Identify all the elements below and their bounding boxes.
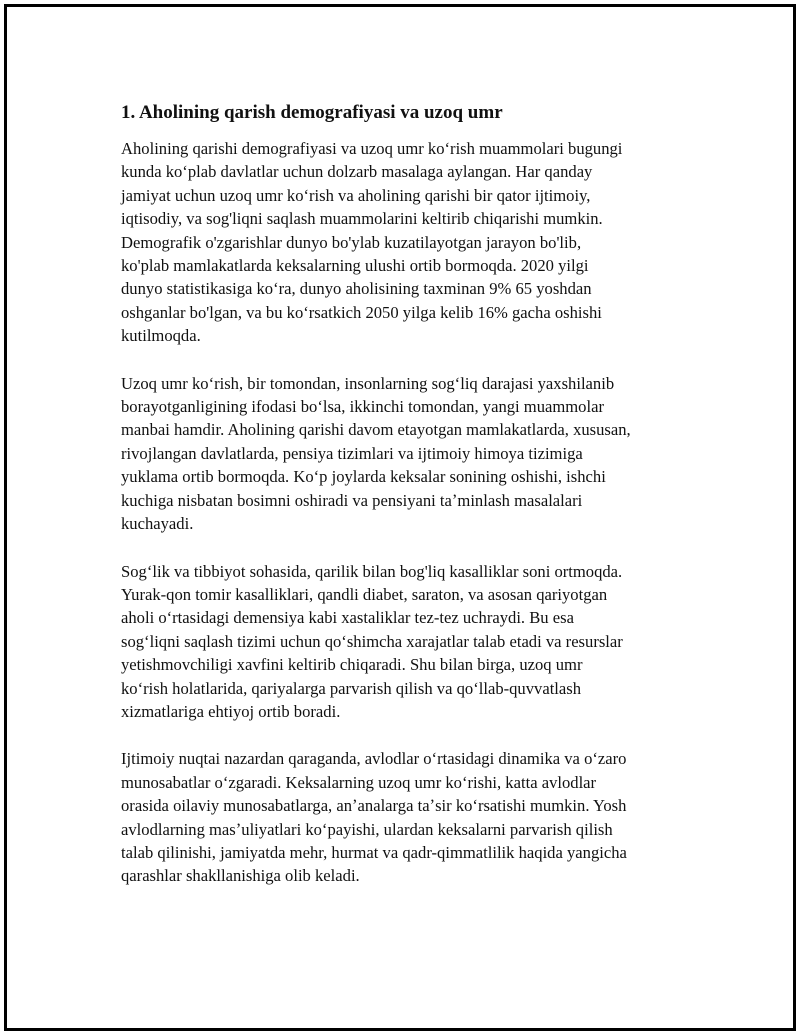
paragraph-4 — [121, 747, 701, 887]
paragraph-line: Ijtimoiy nuqtai nazardan qaraganda, avlodlar oʻrtasidagi dinamika va oʻzaro — [121, 749, 627, 769]
paragraph-3 — [121, 560, 701, 724]
document-body — [121, 101, 701, 912]
paragraph-line: munosabatlar oʻzgaradi. Keksalarning uzoq umr koʻrishi, katta avlodlar — [121, 772, 597, 792]
paragraph-line: Aholining qarishi demografiyasi va uzoq umr koʻrish muammolari bugungi — [121, 139, 623, 158]
paragraph-line: qarashlar shakllanishiga olib keladi. — [121, 866, 360, 886]
paragraph-line: jamiyat uchun uzoq umr koʻrish va aholining qarishi bir qator ijtimoiy, — [121, 185, 591, 205]
paragraph-line: Demografik o'zgarishlar dunyo bo'ylab kuzatilayotgan jarayon bo'lib, — [121, 232, 582, 252]
paragraph-line: Uzoq umr koʻrish, bir tomondan, insonlarning sogʻliq darajasi yaxshilanib — [121, 373, 615, 393]
paragraph-1 — [121, 137, 701, 348]
paragraph-line: aholi oʻrtasidagi demensiya kabi xastaliklar tez-tez uchraydi. Bu esa — [121, 608, 574, 628]
paragraph-line: koʻrish holatlarida, qariyalarga parvarish qilish va qoʻllab-quvvatlash — [121, 678, 582, 698]
paragraph-line: avlodlarning masʼuliyatlari koʻpayishi, ulardan keksalarni parvarish qilish — [121, 819, 613, 839]
paragraph-line: Sogʻlik va tibbiyot sohasida, qarilik bilan bog'liq kasalliklar soni ortmoqda. — [121, 561, 623, 581]
paragraph-line: kunda koʻplab davlatlar uchun dolzarb masalaga aylangan. Har qanday — [121, 162, 593, 182]
paragraph-line: yetishmovchiligi xavfini keltirib chiqaradi. Shu bilan birga, uzoq umr — [121, 655, 583, 675]
page-frame — [4, 4, 796, 1031]
paragraph-line: iqtisodiy, va sog'liqni saqlash muammolarini keltirib chiqarishi mumkin. — [121, 209, 603, 229]
paragraph-line: kutilmoqda. — [121, 326, 201, 346]
paragraph-line: kuchayadi. — [121, 514, 194, 534]
paragraph-line: manbai hamdir. Aholining qarishi davom etayotgan mamlakatlarda, xususan, — [121, 420, 631, 440]
paragraph-line: sogʻliqni saqlash tizimi uchun qoʻshimcha xarajatlar talab etadi va resurslar — [121, 631, 623, 651]
paragraph-line: talab qilinishi, jamiyatda mehr, hurmat va qadr-qimmatlilik haqida yangicha — [121, 842, 627, 862]
paragraph-line: kuchiga nisbatan bosimni oshiradi va pensiyani taʼminlash masalalari — [121, 490, 583, 510]
paragraph-line: Yurak-qon tomir kasalliklari, qandli diabet, saraton, va asosan qariyotgan — [121, 584, 608, 604]
paragraph-line: xizmatlariga ehtiyoj ortib boradi. — [121, 701, 341, 721]
paragraph-line: yuklama ortib bormoqda. Koʻp joylarda keksalar sonining oshishi, ishchi — [121, 467, 606, 487]
section-heading: 1. Aholining qarish demografiyasi va uzoq umr — [121, 102, 503, 123]
paragraph-line: orasida oilaviy munosabatlarga, anʼanalarga taʼsir koʻrsatishi mumkin. Yosh — [121, 796, 627, 816]
paragraph-line: ko'plab mamlakatlarda keksalarning ulushi ortib bormoqda. 2020 yilgi — [121, 256, 589, 276]
paragraph-2 — [121, 372, 701, 536]
paragraph-line: rivojlangan davlatlarda, pensiya tizimlari va ijtimoiy himoya tizimiga — [121, 443, 583, 463]
paragraph-line: dunyo statistikasiga koʻra, dunyo aholisining taxminan 9% 65 yoshdan — [121, 279, 592, 299]
paragraph-line: oshganlar bo'lgan, va bu koʻrsatkich 2050 yilga kelib 16% gacha oshishi — [121, 302, 602, 322]
paragraph-line: borayotganligining ifodasi boʻlsa, ikkinchi tomondan, yangi muammolar — [121, 397, 604, 417]
